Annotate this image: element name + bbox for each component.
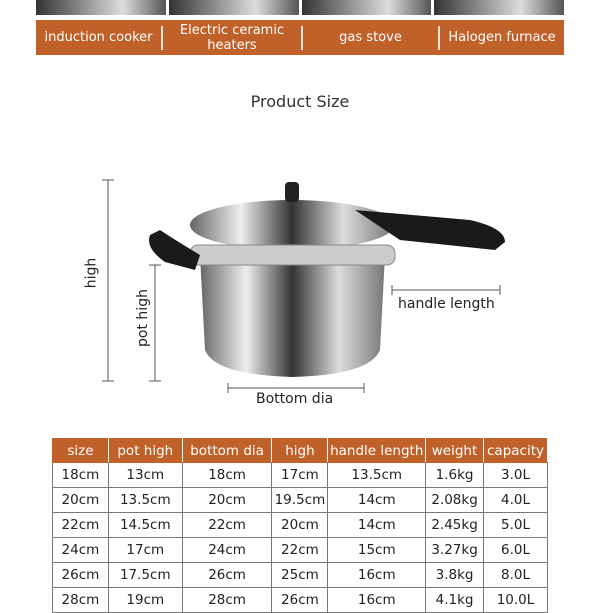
table-cell: 5.0L [484, 513, 548, 538]
table-cell: 19.5cm [272, 488, 328, 513]
table-row [53, 588, 548, 613]
surface-label: induction cooker [44, 30, 153, 45]
col-header: handle length [328, 439, 426, 463]
table-cell: 19cm [108, 588, 182, 613]
table-cell: 26cm [272, 588, 328, 613]
table-cell: 20cm [182, 488, 272, 513]
surface-label: Electric ceramic heaters [179, 22, 285, 53]
col-header: pot high [108, 439, 182, 463]
table-row [53, 488, 548, 513]
table-cell: 18cm [182, 463, 272, 488]
table-cell: 4.1kg [426, 588, 484, 613]
table-row [53, 513, 548, 538]
table-cell: 17cm [272, 463, 328, 488]
pot-high-label: pot high [134, 289, 151, 347]
table-cell: 26cm [182, 563, 272, 588]
table-cell: 2.45kg [426, 513, 484, 538]
surface-label: gas stove [339, 30, 402, 45]
table-row [53, 538, 548, 563]
table-cell: 22cm [182, 513, 272, 538]
table-cell: 28cm [182, 588, 272, 613]
table-cell: 14.5cm [108, 513, 182, 538]
table-cell: 22cm [272, 538, 328, 563]
table-row [53, 563, 548, 588]
table-cell: 22cm [53, 513, 109, 538]
table-cell: 24cm [53, 538, 109, 563]
surface-label: Halogen furnace [448, 30, 556, 45]
table-cell: 4.0L [484, 488, 548, 513]
table-cell: 26cm [53, 563, 109, 588]
table-cell: 15cm [328, 538, 426, 563]
table-cell: 14cm [328, 513, 426, 538]
pressure-valve [285, 182, 299, 202]
table-cell: 18cm [53, 463, 109, 488]
high-label: high [83, 257, 100, 289]
table-cell: 1.6kg [426, 463, 484, 488]
table-cell: 24cm [182, 538, 272, 563]
handle-length-label: handle length [398, 296, 495, 312]
table-cell: 17cm [108, 538, 182, 563]
table-cell: 13cm [108, 463, 182, 488]
table-cell: 20cm [272, 513, 328, 538]
pot-body [200, 255, 385, 377]
lid [190, 200, 394, 250]
table-cell: 16cm [328, 563, 426, 588]
table-cell: 14cm [328, 488, 426, 513]
table-cell: 3.27kg [426, 538, 484, 563]
table-cell: 17.5cm [108, 563, 182, 588]
table-cell: 6.0L [484, 538, 548, 563]
table-cell: 2.08kg [426, 488, 484, 513]
col-header: high [272, 439, 328, 463]
table-row [53, 463, 548, 488]
table-cell: 25cm [272, 563, 328, 588]
table-cell: 3.0L [484, 463, 548, 488]
section-title: Product Size [250, 92, 350, 111]
bottom-dia-label: Bottom dia [256, 391, 334, 407]
table-cell: 10.0L [484, 588, 548, 613]
size-table [52, 438, 548, 613]
surface-photos [36, 0, 564, 15]
col-header: size [53, 439, 109, 463]
col-header: weight [426, 439, 484, 463]
table-cell: 13.5cm [108, 488, 182, 513]
table-cell: 16cm [328, 588, 426, 613]
table-cell: 28cm [53, 588, 109, 613]
table-cell: 13.5cm [328, 463, 426, 488]
table-cell: 8.0L [484, 563, 548, 588]
col-header: capacity [484, 439, 548, 463]
table-cell: 3.8kg [426, 563, 484, 588]
compatible-surfaces-band [36, 20, 564, 55]
table-cell: 20cm [53, 488, 109, 513]
col-header: bottom dia [182, 439, 272, 463]
